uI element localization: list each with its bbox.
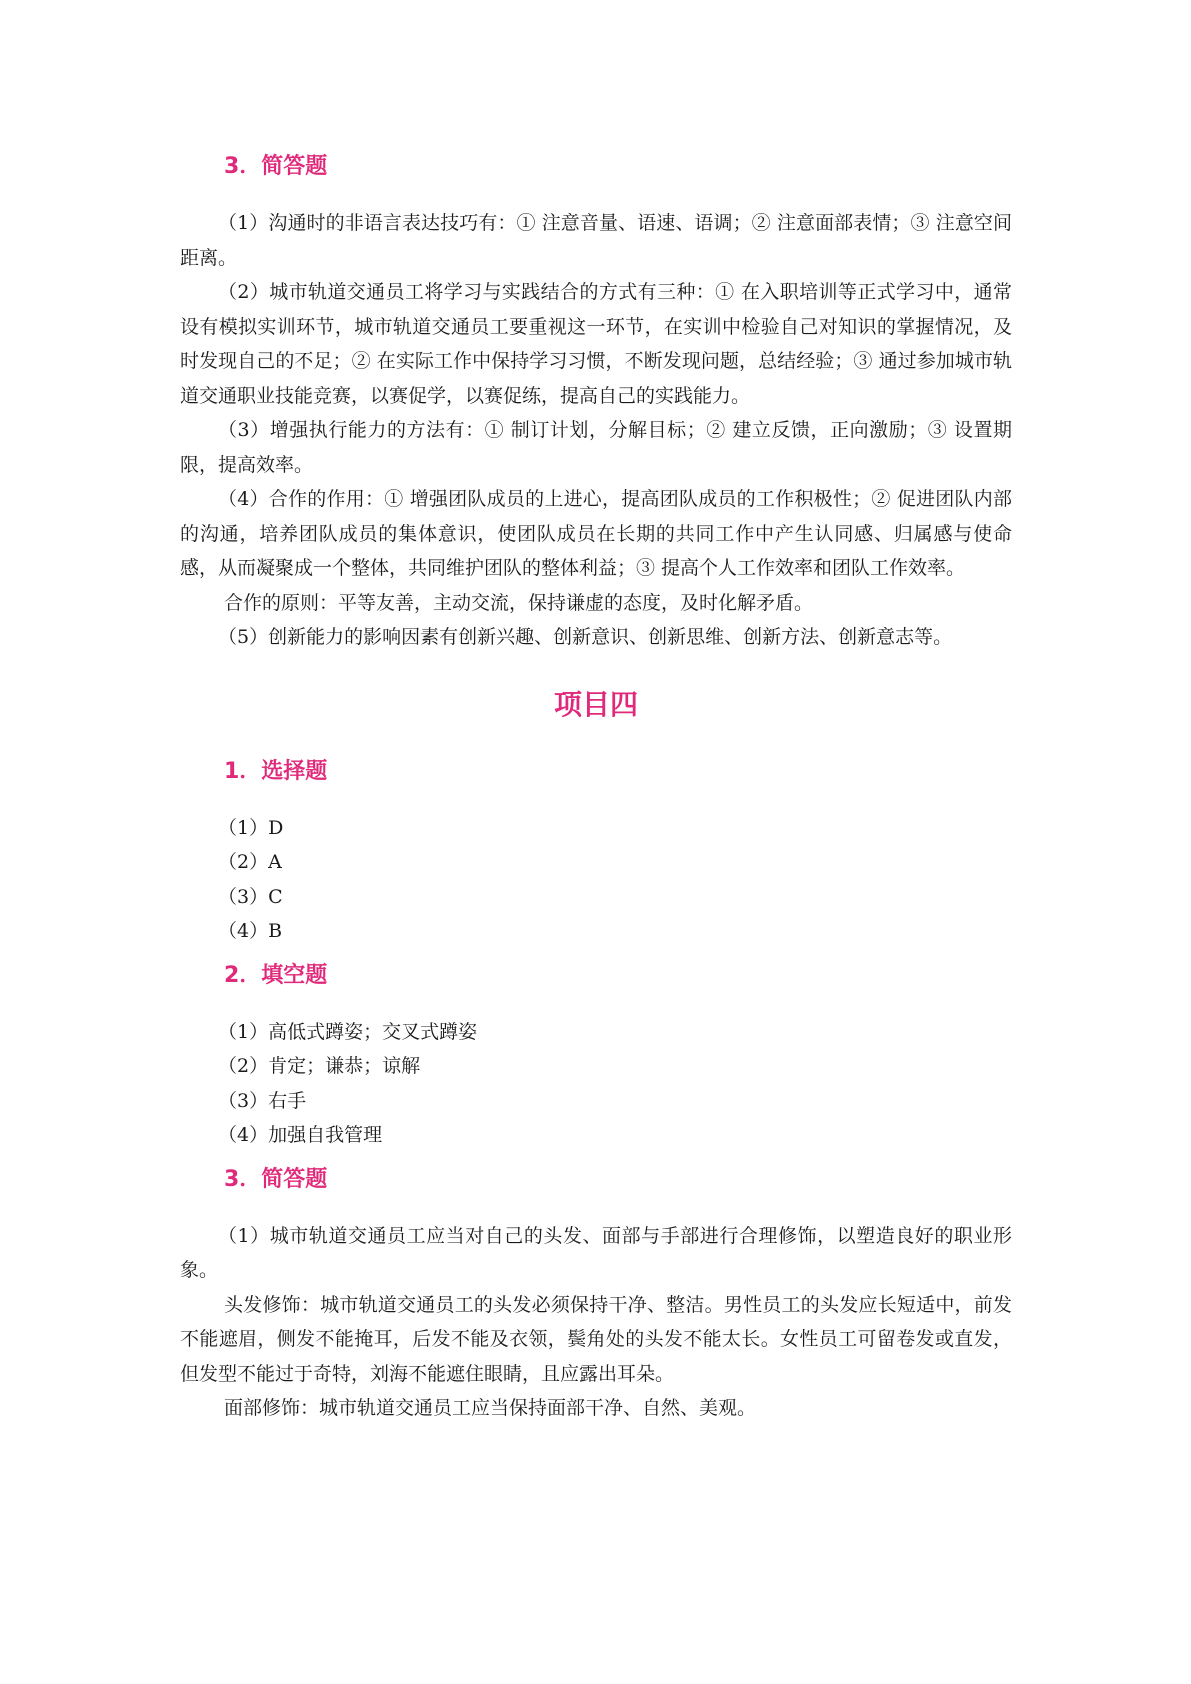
section-heading-fill-blank: 2．填空题 bbox=[224, 962, 328, 988]
section-heading-short-answer: 3．简答题 bbox=[224, 154, 328, 179]
answer-item: （2）A bbox=[218, 851, 282, 873]
answer-item: （3）右手 bbox=[218, 1089, 307, 1112]
paragraph: （4）合作的作用：① 增强团队成员的上进心，提高团队成员的工作积极性；② 促进团队内部的沟通，培养团队成员的集体意识，使团队成员在长期的共同工作中产生认同感、归属感与使命感，从而凝聚成一个整体，共同维护团队的整体利益；③ 提高个人工作效率和团队工作效率。 bbox=[180, 488, 1012, 579]
document-page bbox=[180, 150, 1012, 1426]
answer-item: （1）D bbox=[218, 816, 284, 839]
paragraph: 合作的原则：平等友善，主动交流，保持谦虚的态度，及时化解矛盾。 bbox=[224, 591, 814, 614]
project-title: 项目四 bbox=[553, 687, 638, 721]
answer-item: （4）B bbox=[218, 920, 283, 942]
paragraph: （1）沟通时的非语言表达技巧有：① 注意音量、语速、语调；② 注意面部表情；③ 注意空间距离。 bbox=[180, 212, 1012, 269]
paragraph: 头发修饰：城市轨道交通员工的头发必须保持干净、整洁。男性员工的头发应长短适中，前发不能遮眉，侧发不能掩耳，后发不能及衣领，鬓角处的头发不能太长。女性员工可留卷发或直发，但发型不能过于奇特，刘海不能遮住眼睛，且应露出耳朵。 bbox=[180, 1293, 1012, 1385]
answer-item: （4）加强自我管理 bbox=[218, 1124, 383, 1146]
paragraph: （3）增强执行能力的方法有：① 制订计划，分解目标；② 建立反馈，正向激励；③ 设置期限，提高效率。 bbox=[180, 419, 1012, 476]
section-heading-multiple-choice: 1．选择题 bbox=[224, 758, 328, 784]
paragraph: （2）城市轨道交通员工将学习与实践结合的方式有三种：① 在入职培训等正式学习中，通常设有模拟实训环节，城市轨道交通员工要重视这一环节，在实训中检验自己对知识的掌握情况，及时发现自己的不足；② 在实际工作中保持学习习惯，不断发现问题，总结经验；③ 通过参加城市轨道交通职业技能竞赛，以赛促学，以赛促练，提高自己的实践能力。 bbox=[180, 281, 1012, 407]
paragraph: （1）城市轨道交通员工应当对自己的头发、面部与手部进行合理修饰，以塑造良好的职业形象。 bbox=[180, 1224, 1012, 1281]
answer-item: （2）肯定；谦恭；谅解 bbox=[218, 1055, 421, 1077]
answer-item: （1）高低式蹲姿；交叉式蹲姿 bbox=[218, 1020, 478, 1043]
paragraph: 面部修饰：城市轨道交通员工应当保持面部干净、自然、美观。 bbox=[224, 1397, 757, 1419]
section-heading-short-answer: 3．简答题 bbox=[224, 1166, 328, 1192]
paragraph: （5）创新能力的影响因素有创新兴趣、创新意识、创新思维、创新方法、创新意志等。 bbox=[218, 626, 953, 648]
answer-item: （3）C bbox=[218, 885, 283, 908]
